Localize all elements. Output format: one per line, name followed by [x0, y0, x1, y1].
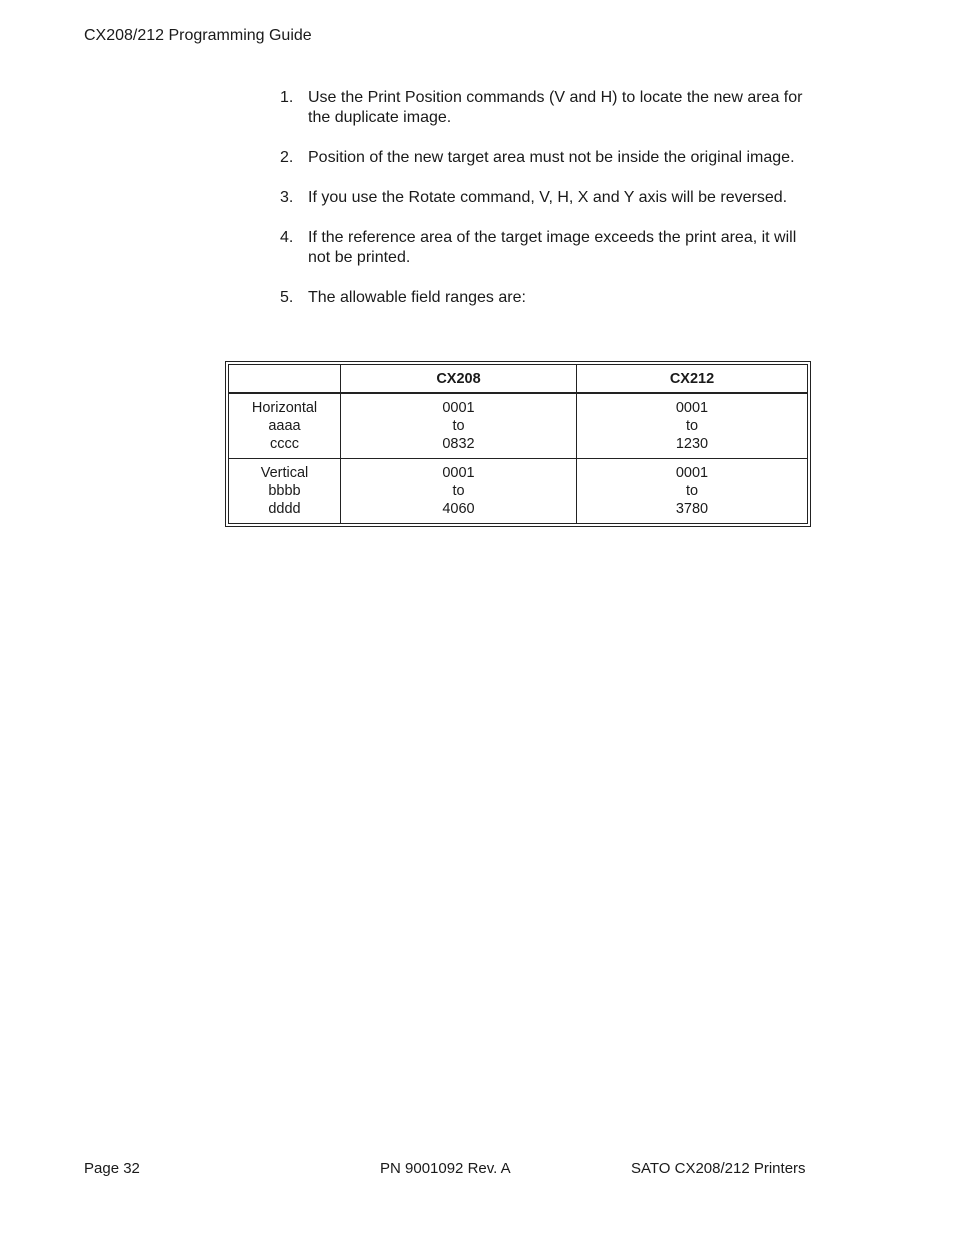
footer-product-name: SATO CX208/212 Printers — [631, 1160, 806, 1177]
cell-line: 0001 — [675, 400, 709, 416]
cell-line: 1230 — [675, 436, 709, 452]
table-header-blank — [229, 365, 341, 394]
cell-line: to — [452, 418, 465, 434]
table-header-cx208: CX208 — [341, 365, 577, 394]
row-label-vertical — [229, 459, 341, 524]
list-item — [280, 228, 820, 268]
cell-line: Vertical — [260, 465, 309, 481]
footer-page-number: Page 32 — [84, 1160, 140, 1177]
step-text: If the reference area of the target image exceeds the print area, it will not be printed. — [308, 229, 797, 266]
table — [228, 364, 808, 524]
table-row — [229, 393, 808, 459]
step-text: If you use the Rotate command, V, H, X and Y axis will be reversed. — [308, 189, 788, 206]
step-text: The allowable field ranges are: — [308, 289, 526, 306]
cell-line: Horizontal — [251, 400, 318, 416]
cell-line: dddd — [268, 501, 301, 517]
step-number: 3. — [280, 189, 294, 206]
step-text: Position of the new target area must not be inside the original image. — [308, 149, 795, 166]
step-number: 5. — [280, 289, 294, 306]
cell-line: to — [685, 483, 699, 499]
table-row — [229, 459, 808, 524]
table-header-row — [229, 365, 808, 394]
step-text: Use the Print Position commands (V and H) to locate the new area for the duplicate image. — [308, 89, 803, 126]
cx208-horizontal-range — [341, 393, 577, 459]
field-range-table — [225, 361, 811, 527]
cell-line: 0001 — [675, 465, 709, 481]
step-number: 2. — [280, 149, 294, 166]
cx212-vertical-range — [577, 459, 808, 524]
page-header-title: CX208/212 Programming Guide — [84, 27, 312, 44]
cell-line: to — [452, 483, 465, 499]
table-header-cx212: CX212 — [577, 365, 808, 394]
cx208-vertical-range — [341, 459, 577, 524]
step-number: 4. — [280, 229, 294, 246]
cell-line: cccc — [270, 436, 299, 452]
cell-line: bbbb — [268, 483, 301, 499]
step-number: 1. — [280, 89, 294, 106]
cell-line: 0001 — [442, 400, 475, 416]
cell-line: 0001 — [442, 465, 475, 481]
cell-line: 3780 — [675, 501, 709, 517]
cx212-horizontal-range — [577, 393, 808, 459]
list-item — [280, 148, 820, 168]
list-item — [280, 288, 820, 308]
cell-line: to — [685, 418, 699, 434]
row-label-horizontal — [229, 393, 341, 459]
cell-line: 0832 — [442, 436, 475, 452]
steps-list — [280, 88, 820, 328]
footer-part-number: PN 9001092 Rev. A — [380, 1160, 511, 1177]
cell-line: 4060 — [442, 501, 475, 517]
list-item — [280, 188, 820, 208]
cell-line: aaaa — [268, 418, 301, 434]
list-item — [280, 88, 820, 128]
